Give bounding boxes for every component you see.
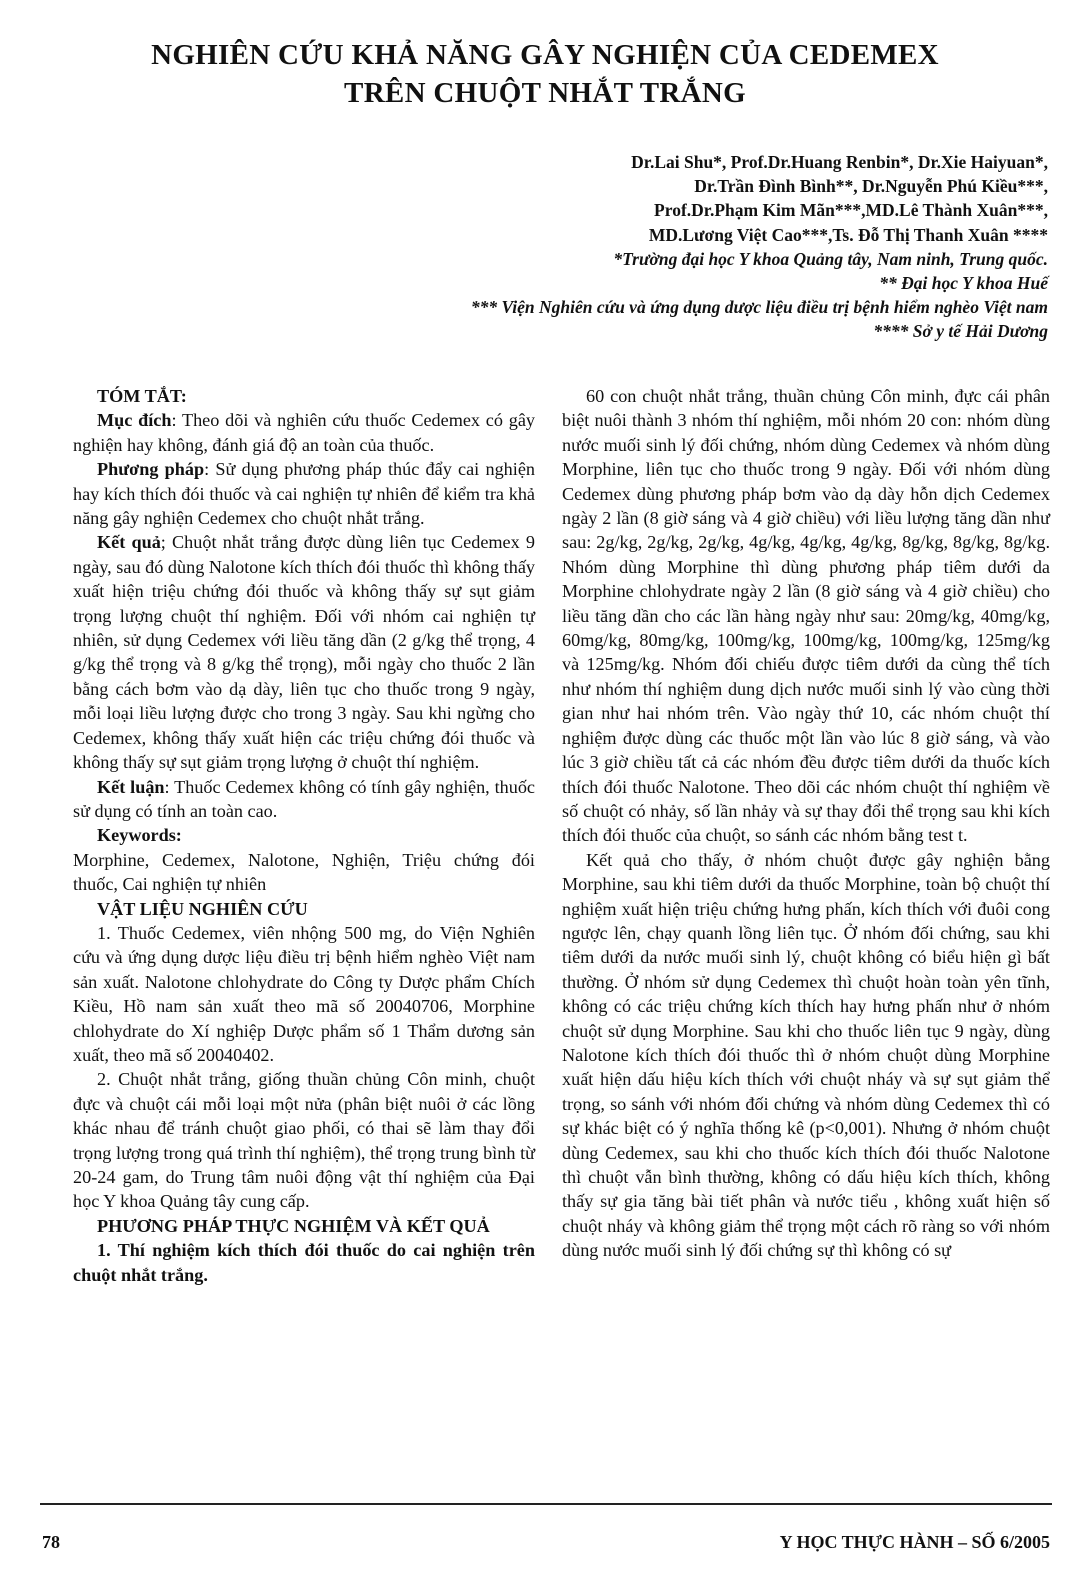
paragraph: Kết quả cho thấy, ở nhóm chuột được gây nghiện bằng Morphine, sau khi tiêm dưới da thuốc Morphine, toàn bộ chuột thí nghiệm xuất hiện triệu chứng hưng phấn, kích thích với đuôi cong ngược lên, chạy quanh lồng liên tục. Ở nhóm đối chứng, sau khi tiêm dưới da nước muối sinh lý, chuột không có biểu hiện gì bất thường. Ở nhóm sử dụng Cedemex thì chuột hoàn toàn yên tĩnh, không có các triệu chứng kích thích hay hưng phấn như ở nhóm chuột sử dụng Morphine. Sau khi cho thuốc liên tục 9 ngày, dùng Nalotone kích thích đói thuốc thì ở nhóm chuột dùng Morphine xuất hiện dấu hiệu kích thích với chuột nháy và sự sụt giảm thể trọng, so sánh với nhóm đối chứng và nhóm dùng Cedemex thì có sự khác biệt có ý nghĩa thống kê (p<0,001). Nhưng ở nhóm chuột dùng Cedemex, sau khi cho thuốc kích thích đói thuốc Nalotone thì chuột vẫn bình thường, không có dấu hiệu kích thích, không thấy sự gia tăng bài tiết phân và nước tiểu , không xuất hiện số chuột nháy và không giảm thể trọng một cách rõ ràng so với nhóm dùng nước muối sinh lý đối chứng sự thì không có sự: [562, 849, 1050, 1261]
aim-text: : Theo dõi và nghiên cứu thuốc Cedemex có gây nghiện hay không, đánh giá độ an toàn của thuốc.: [73, 410, 535, 455]
left-column: [73, 384, 535, 1287]
author-line: Dr.Lai Shu*, Prof.Dr.Huang Renbin*, Dr.Xie Haiyuan*,: [631, 152, 1048, 172]
title-line: TRÊN CHUỘT NHẮT TRẮNG: [344, 77, 746, 109]
author-line: Prof.Dr.Phạm Kim Mãn***,MD.Lê Thành Xuân***,: [654, 200, 1048, 221]
abstract-heading: TÓM TẮT:: [97, 386, 187, 406]
page-number: 78: [42, 1532, 60, 1552]
method-label: Phương pháp: [97, 459, 205, 480]
materials-heading: VẬT LIỆU NGHIÊN CỨU: [97, 898, 308, 919]
paper-title: [0, 36, 1090, 112]
conclusion-text: : Thuốc Cedemex không có tính gây nghiện, thuốc sử dụng có tính an toàn cao.: [73, 776, 536, 821]
footer-divider: [40, 1503, 1052, 1505]
keywords-text: Morphine, Cedemex, Nalotone, Nghiện, Triệu chứng đói thuốc, Cai nghiện tự nhiên: [73, 849, 535, 895]
materials-item-2: 2. Chuột nhắt trắng, giống thuần chủng Côn minh, chuột đực và chuột cái mỗi loại một nửa (phân biệt nuôi ở các lồng khác nhau để tránh chuột giao phối, có thai sẽ làm thay đổi trọng lượng trong quá trình thí nghiệm), thể trọng trung bình từ 20-24 gam, do Trung tâm nuôi động vật thí nghiệm của Đại học Y khoa Quảng tây cung cấp.: [73, 1069, 535, 1212]
abstract-aim: [73, 408, 535, 457]
author-line: Dr.Trần Đình Bình**, Dr.Nguyễn Phú Kiều***,: [694, 176, 1048, 197]
result-text: ; Chuột nhắt trắng được dùng liên tục Cedemex 9 ngày, sau đó dùng Nalotone kích thích đói thuốc thì không thấy xuất hiện triệu chứng đói thuốc và không thấy sự sụt giảm trọng lượng chuột thí nghiệm. Đối với nhóm cai nghiện tự nhiên, sử dụng Cedemex với liều tăng dần (2 g/kg thể trọng, 4 g/kg thể trọng và 8 g/kg thể trọng), mỗi ngày cho thuốc 2 lần bằng cách bơm vào dạ dày, liên tục cho thuốc trong 9 ngày, mỗi loại liều lượng được cho trong 3 ngày. Sau khi ngừng cho Cedemex, không thấy xuất hiện các triệu chứng đói thuốc và không thấy sự sụt giảm trọng lượng ở chuột thí nghiệm.: [73, 532, 535, 773]
title-line: NGHIÊN CỨU KHẢ NĂNG GÂY NGHIỆN CỦA CEDEMEX: [151, 39, 939, 71]
affiliation: *Trường đại học Y khoa Quảng tây, Nam ninh, Trung quốc.: [613, 248, 1048, 269]
journal-name: Y HỌC THỰC HÀNH – SỐ 6/2005: [779, 1532, 1050, 1552]
materials-item-1: 1. Thuốc Cedemex, viên nhộng 500 mg, do Viện Nghiên cứu và ứng dụng dược liệu điều trị bệnh hiểm nghèo Việt nam sản xuất. Nalotone chlohydrate do Công ty Dược phẩm Chích Kiều, Hồ nam sản xuất theo mã số 20040706, Morphine chlohydrate do Xí nghiệp Dược phẩm số 1 Thẩm dương sản xuất, theo mã số 20040402.: [73, 922, 535, 1065]
keywords-label: Keywords:: [97, 825, 182, 846]
author-block: [288, 150, 1048, 344]
affiliation: **** Sở y tế Hải Dương: [873, 321, 1048, 342]
abstract-method: [73, 457, 535, 530]
abstract-conclusion: [73, 775, 535, 824]
experiment-1-heading: 1. Thí nghiệm kích thích đói thuốc do cai nghiện trên chuột nhắt trắng.: [73, 1240, 535, 1285]
affiliation: ** Đại học Y khoa Huế: [879, 273, 1048, 294]
right-column: [562, 384, 1050, 1263]
methods-heading: PHƯƠNG PHÁP THỰC NGHIỆM VÀ KẾT QUẢ: [97, 1215, 490, 1236]
affiliation: *** Viện Nghiên cứu và ứng dụng dược liệu điều trị bệnh hiểm nghèo Việt nam: [470, 297, 1048, 318]
aim-label: Mục đích: [97, 410, 172, 431]
paragraph: 60 con chuột nhắt trắng, thuần chủng Côn minh, đực cái phân biệt nuôi thành 3 nhóm thí nghiệm, mỗi nhóm 20 con: nhóm dùng nước muối sinh lý đối chứng, nhóm dùng Cedemex và nhóm dùng Morphine, liên tục cho thuốc trong 9 ngày. Đối với nhóm dùng Cedemex dùng phương pháp bơm vào dạ dày hỗn dịch Cedemex ngày 2 lần (8 giờ sáng và 4 giờ chiều) với liều lượng tăng dần như sau: 2g/kg, 2g/kg, 2g/kg, 4g/kg, 4g/kg, 4g/kg, 8g/kg, 8g/kg, 8g/kg. Nhóm dùng Morphine thì dùng phương pháp tiêm dưới da Morphine chlohydrate ngày 2 lần (8 giờ sáng và 4 giờ chiều) cho liều tăng dần cho các lần hàng ngày như sau: 20mg/kg, 40mg/kg, 60mg/kg, 80mg/kg, 100mg/kg, 100mg/kg, 100mg/kg, 125mg/kg và 125mg/kg. Nhóm đối chiếu được tiêm dưới da cùng thể tích như nhóm thí nghiệm dung dịch nước muối sinh lý vào cùng thời gian như hai nhóm trên. Vào ngày thứ 10, các nhóm chuột thí nghiệm được dùng các thuốc một lần vào lúc 8 giờ sáng, và vào lúc 3 giờ chiều tất cả các nhóm đều được tiêm dưới da thuốc kích thích đói thuốc Nalotone. Theo dõi các nhóm chuột thí nghiệm về số chuột có nhảy, số lần nhảy và sự thay đổi thể trọng sau khi kích thích đói thuốc của chuột, so sánh các nhóm bằng test t.: [562, 386, 1050, 846]
author-line: MD.Lương Việt Cao***,Ts. Đỗ Thị Thanh Xuân ****: [648, 224, 1048, 245]
conclusion-label: Kết luận: [97, 776, 165, 797]
result-label: Kết quả: [97, 532, 161, 553]
method-text: : Sử dụng phương pháp thúc đẩy cai nghiện hay kích thích đói thuốc và cai nghiện tự nhiên để kiểm tra khả năng gây nghiện Cedemex cho chuột nhắt trắng.: [73, 459, 535, 529]
abstract-result: [73, 530, 535, 774]
